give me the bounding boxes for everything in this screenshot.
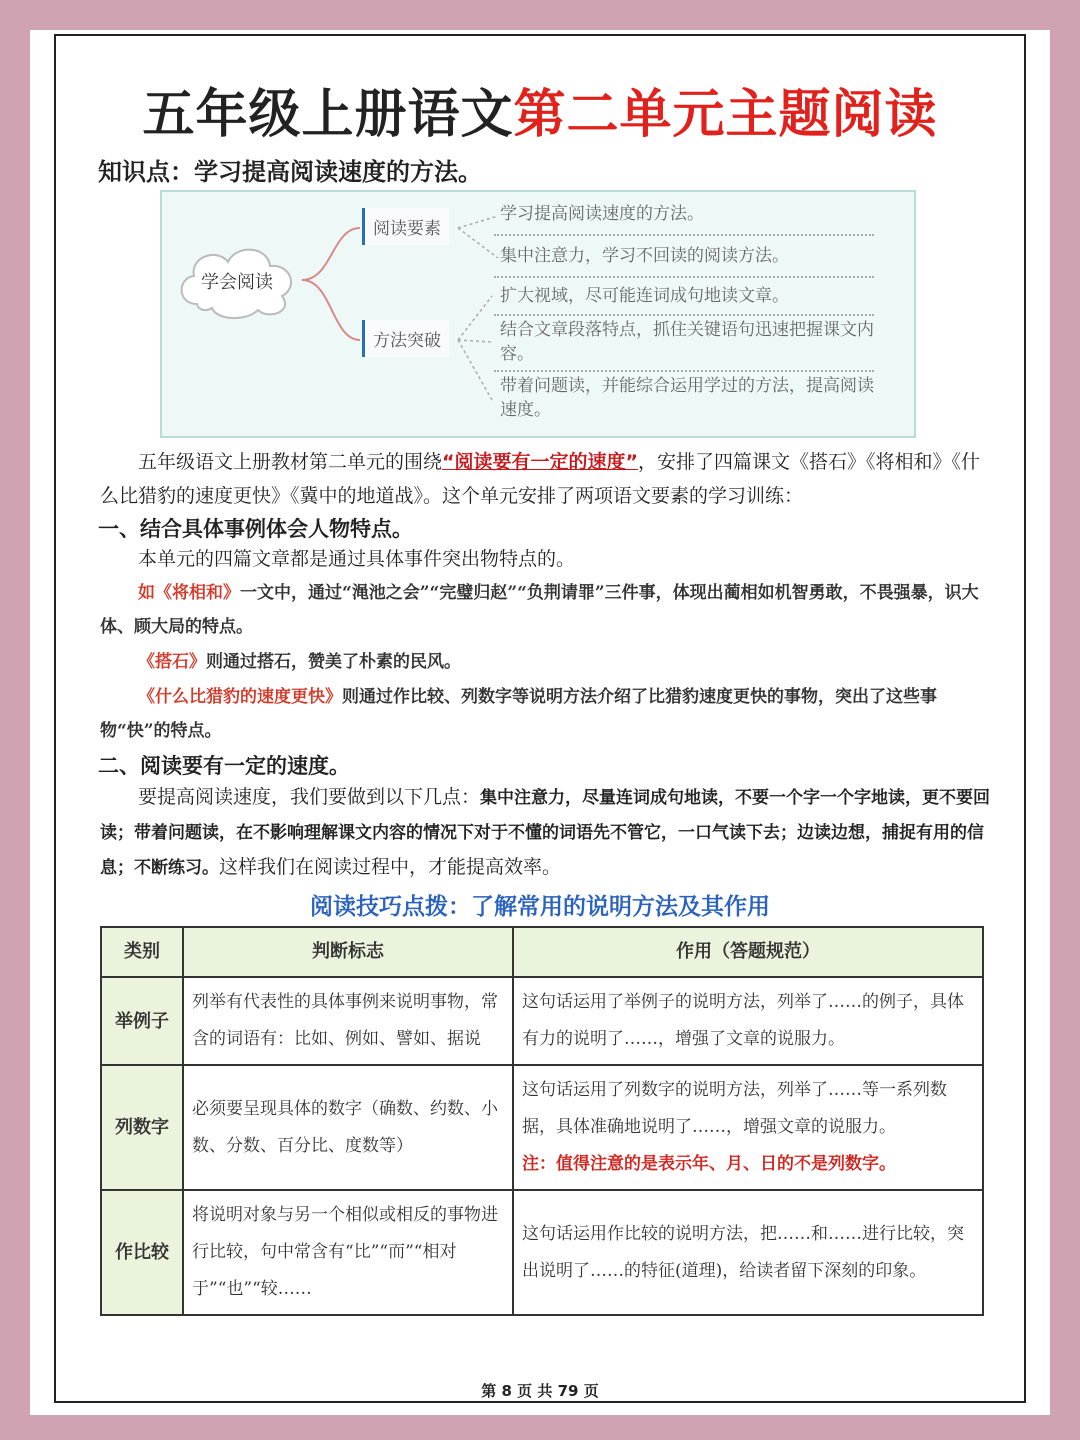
row-note: 注：值得注意的是表示年、月、日的不是列数字。 [522,1154,896,1174]
table-row [101,1190,983,1315]
row-category: 列数字 [101,1065,183,1190]
row-effect-cell [513,1065,983,1190]
table-row [101,977,983,1065]
row-effect: 这句话运用了列数字的说明方法，列举了……等一系列数据，具体准确地说明了……，增强文章的说服力。 [522,1080,947,1137]
cloud-node [172,238,302,324]
title-part2: 第二单元主题阅读 [513,85,938,145]
section1-line: 本单元的四篇文章都是通过具体事件突出物特点的。 [138,548,576,570]
section2-text-a: 要提高阅读速度，我们要做到以下几点： [138,786,481,808]
row-sign: 必须要呈现具体的数字（确数、约数、小数、分数、百分比、度数等） [183,1065,513,1190]
mind-map-leaf: 集中注意力，学习不回读的阅读方法。 [500,246,789,266]
row-sign: 将说明对象与另一个相似或相反的事物进行比较，句中常含有“比”“而”“相对于”“也”“较…… [183,1190,513,1315]
table-header-row [101,927,983,977]
example-text: 则通过搭石，赞美了朴素的民风。 [206,652,461,672]
mind-map-center: 学会阅读 [201,272,273,293]
row-category: 作比较 [101,1190,183,1315]
leaf-divider [494,314,874,316]
header-effect: 作用（答题规范） [513,927,983,977]
section2-text-c: 这样我们在阅读过程中，才能提高效率。 [219,856,562,878]
section2-paragraph [100,780,990,885]
section1-heading: 一、结合具体事例体会人物特点。 [98,517,413,541]
example-title: 《什么比猎豹的速度更快》 [138,687,342,707]
row-category: 举例子 [101,977,183,1065]
leaf-divider [494,234,874,236]
leaf-divider [494,276,874,278]
mind-map-leaf: 结合文章段落特点，抓住关键语句迅速把握课文内容。 [500,320,874,364]
example-title: 如《将相和》 [138,583,240,603]
intro-paragraph [100,445,990,513]
node-method-breakthrough: 方法突破 [362,320,449,357]
example-jiangxianghe [100,576,990,644]
intro-post: ，安排了四篇课文《搭石》《将相和》《什么比猎豹的速度更快》《冀中的地道战》。这个单元安排了两项语文要素的学习训练： [100,451,981,507]
section2-text-b: 集中注意力，尽量连词成句地读，不要一个字一个字地读，更不要回读；带着问题读，在不影响理解课文内容的情况下对于不懂的词语先不管它，一口气读下去；边读边想，捕捉有用的信息；不断练习。 [100,788,991,878]
row-effect: 这句话运用作比较的说明方法，把……和……进行比较，突出说明了……的特征(道理)，给读者留下深刻的印象。 [513,1190,983,1315]
example-liebao [100,680,990,748]
mind-map-leaf: 扩大视域，尽可能连词成句地读文章。 [500,286,789,306]
mind-map-leaf: 带着问题读，并能综合运用学过的方法，提高阅读速度。 [500,376,874,420]
mind-map-leaf: 学习提高阅读速度的方法。 [500,204,704,224]
example-text: 一文中，通过“渑池之会”“完璧归赵”“负荆请罪”三件事，体现出蔺相如机智勇敢，不畏强暴，识大体、顾大局的特点。 [100,583,979,637]
table-row [101,1065,983,1190]
knowledge-point: 知识点：学习提高阅读速度的方法。 [98,158,482,186]
page-number: 第 8 页 共 79 页 [481,1382,599,1400]
row-effect: 这句话运用了举例子的说明方法，列举了……的例子，具体有力的说明了……，增强了文章的说服力。 [513,977,983,1065]
row-sign: 列举有代表性的具体事例来说明事物，常含的词语有：比如、例如、譬如、据说 [183,977,513,1065]
tips-title: 阅读技巧点拨：了解常用的说明方法及其作用 [310,894,770,920]
node-reading-elements: 阅读要素 [362,208,449,245]
leaf-divider [494,370,874,372]
header-sign: 判断标志 [183,927,513,977]
intro-highlight: “阅读要有一定的速度” [442,451,638,473]
page-title [30,72,1050,147]
document-page [30,30,1050,1415]
example-text: 则通过作比较、列数字等说明方法介绍了比猎豹速度更快的事物，突出了这些事物“快”的特点。 [100,687,937,741]
title-part1: 五年级上册语文 [142,85,514,145]
section2-heading: 二、阅读要有一定的速度。 [98,754,350,778]
mind-map [160,190,916,438]
header-category: 类别 [101,927,183,977]
methods-table [100,926,984,1316]
example-dashi [100,645,990,679]
intro-pre: 五年级语文上册教材第二单元的围绕 [138,451,443,473]
example-title: 《搭石》 [138,652,206,672]
